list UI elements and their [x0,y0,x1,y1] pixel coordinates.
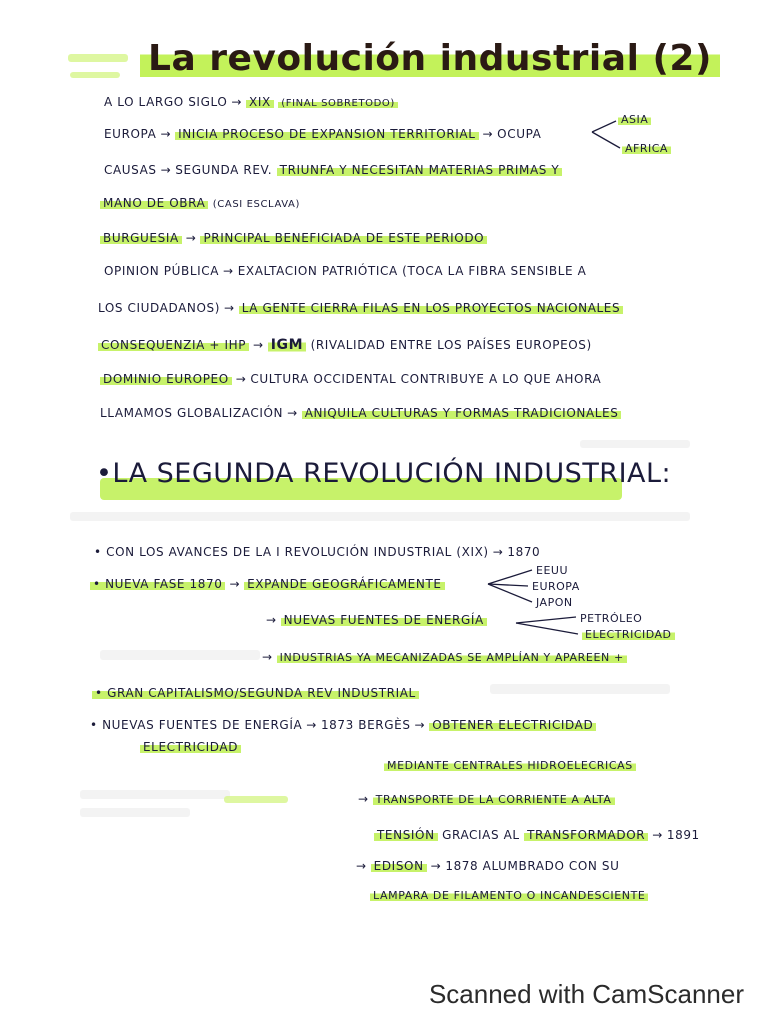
branch-petroleo: PETRÓLEO [580,612,643,625]
note-line-5: BURGUESIA → PRINCIPAL BENEFICIADA DE ESTE PERIODO [100,231,487,245]
note-line-3: CAUSAS → SEGUNDA REV. TRIUNFA Y NECESITAN MATERIAS PRIMAS Y [104,163,562,177]
note2-line-11: → EDISON → 1878 ALUMBRADO CON SU [356,859,620,873]
branch-electricidad: ELECTRICIDAD [582,628,675,641]
note2-line-5: • GRAN CAPITALISMO/SEGUNDA REV INDUSTRIAL [92,686,419,700]
note-line-4: MANO DE OBRA (CASI ESCLAVA) [100,196,300,210]
note2-line-3: → NUEVAS FUENTES DE ENERGÍA [262,613,487,627]
note2-line-10: TENSIÓN GRACIAS AL TRANSFORMADOR → 1891 [374,828,700,842]
note-line-1: A LO LARGO SIGLO → XIX (FINAL SOBRETODO) [104,95,398,109]
note2-line-9: → TRANSPORTE DE LA CORRIENTE A ALTA [354,792,615,806]
branch-europa: EUROPA [532,580,580,593]
branch-africa: AFRICA [622,142,671,155]
branch-japon: JAPON [536,596,573,609]
note-line-9: DOMINIO EUROPEO → CULTURA OCCIDENTAL CONTRIBUYE A LO QUE AHORA [100,372,601,386]
note-line-10: LLAMAMOS GLOBALIZACIÓN → ANIQUILA CULTURAS Y FORMAS TRADICIONALES [100,406,621,420]
page-title: La revolución industrial (2) [140,38,720,79]
scanner-watermark: Scanned with CamScanner [428,979,744,1009]
note2-line-8: MEDIANTE CENTRALES HIDROELECRICAS [384,758,636,772]
note2-line-1: • CON LOS AVANCES DE LA I REVOLUCIÓN INDUSTRIAL (XIX) → 1870 [94,545,541,559]
section-subtitle: •LA SEGUNDA REVOLUCIÓN INDUSTRIAL: [96,458,672,489]
branch-eeuu: EEUU [536,564,569,577]
note-line-6: OPINION PÚBLICA → EXALTACION PATRIÓTICA (TOCA LA FIBRA SENSIBLE A [104,264,587,278]
branch-asia: ASIA [618,113,651,126]
note-line-7: LOS CIUDADANOS) → LA GENTE CIERRA FILAS EN LOS PROYECTOS NACIONALES [98,301,623,315]
note-line-2: EUROPA → INICIA PROCESO DE EXPANSION TERRITORIAL → OCUPA [104,127,542,141]
note2-line-2: • NUEVA FASE 1870 → EXPANDE GEOGRÁFICAMENTE [90,577,445,591]
note2-line-6: • NUEVAS FUENTES DE ENERGÍA → 1873 BERGÈS → OBTENER ELECTRICIDAD [90,718,596,732]
note2-line-7: ELECTRICIDAD [140,740,241,754]
note2-line-12: LAMPARA DE FILAMENTO O INCANDESCIENTE [370,888,648,902]
note2-line-4: → INDUSTRIAS YA MECANIZADAS SE AMPLÍAN Y APAREEN + [258,650,627,664]
note-line-8: CONSEQUENZIA + IHP → IGM (RIVALIDAD ENTRE LOS PAÍSES EUROPEOS) [98,337,592,353]
